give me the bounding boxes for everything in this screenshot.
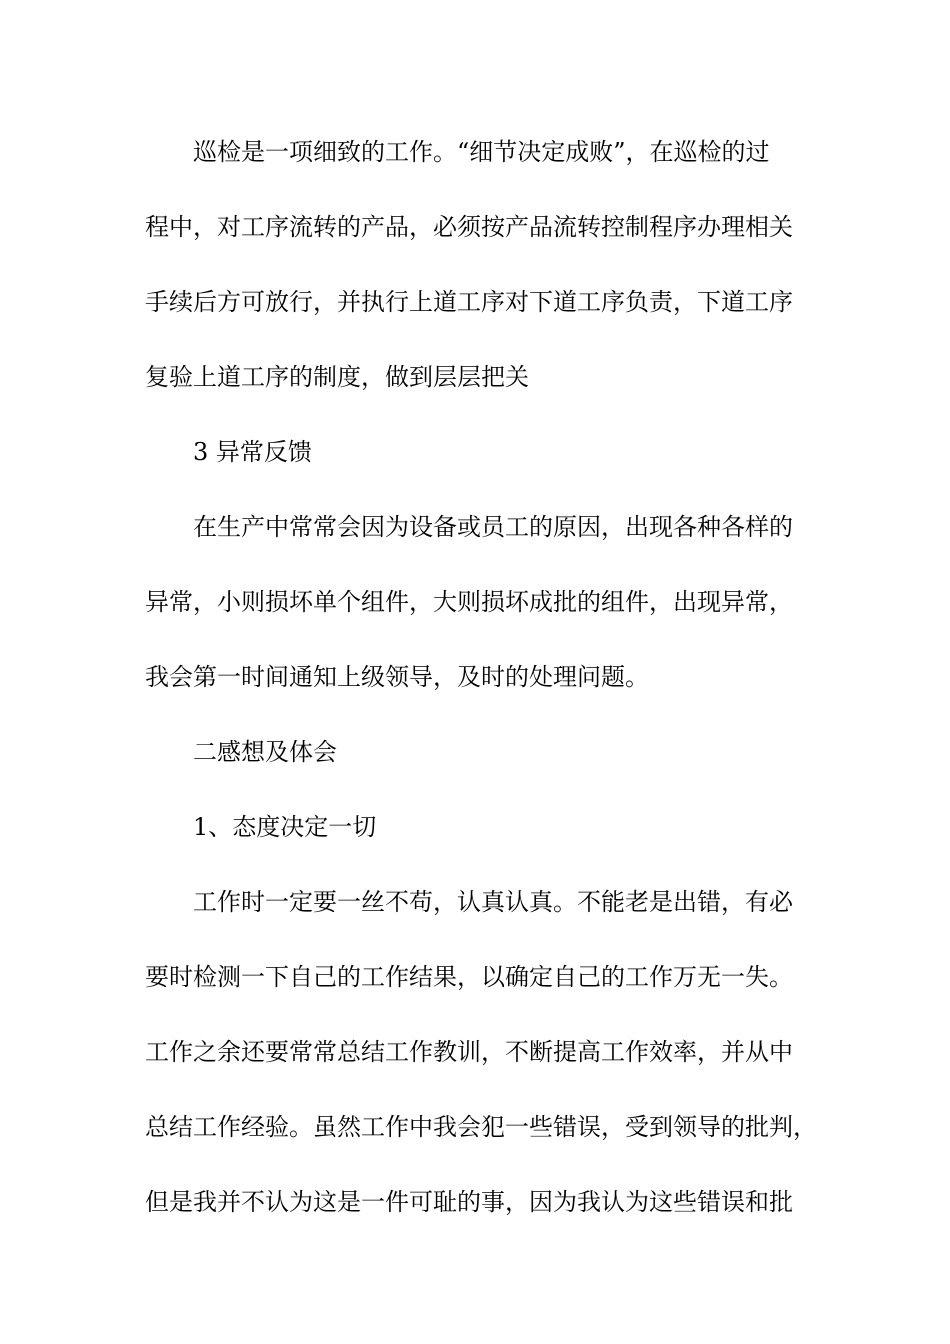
- paragraph-line: 要时检测一下自己的工作结果，以确定自己的工作万无一失。: [145, 963, 793, 991]
- paragraph-line: 程中，对工序流转的产品，必须按产品流转控制程序办理相关: [145, 213, 793, 241]
- paragraph-line: 复验上道工序的制度，做到层层把关: [145, 363, 529, 391]
- paragraph-line: 手续后方可放行，并执行上道工序对下道工序负责，下道工序: [145, 288, 793, 316]
- paragraph-line: 我会第一时间通知上级领导，及时的处理问题。: [145, 663, 649, 691]
- section-heading: 3 异常反馈: [193, 438, 312, 466]
- paragraph-line: 在生产中常常会因为设备或员工的原因，出现各种各样的: [193, 513, 793, 541]
- paragraph-line: 但是我并不认为这是一件可耻的事，因为我认为这些错误和批: [145, 1188, 793, 1216]
- paragraph-line: 工作时一定要一丝不苟，认真认真。不能老是出错，有必: [193, 888, 793, 916]
- paragraph-line: 总结工作经验。虽然工作中我会犯一些错误，受到领导的批判，: [145, 1113, 817, 1141]
- section-heading: 二感想及体会: [193, 738, 337, 766]
- paragraph-line: 异常，小则损坏单个组件，大则损坏成批的组件，出现异常，: [145, 588, 793, 616]
- subsection-heading: 1、态度决定一切: [193, 813, 377, 841]
- paragraph-line: 工作之余还要常常总结工作教训，不断提高工作效率，并从中: [145, 1038, 793, 1066]
- paragraph-line: 巡检是一项细致的工作。“细节决定成败”，在巡检的过: [193, 138, 770, 166]
